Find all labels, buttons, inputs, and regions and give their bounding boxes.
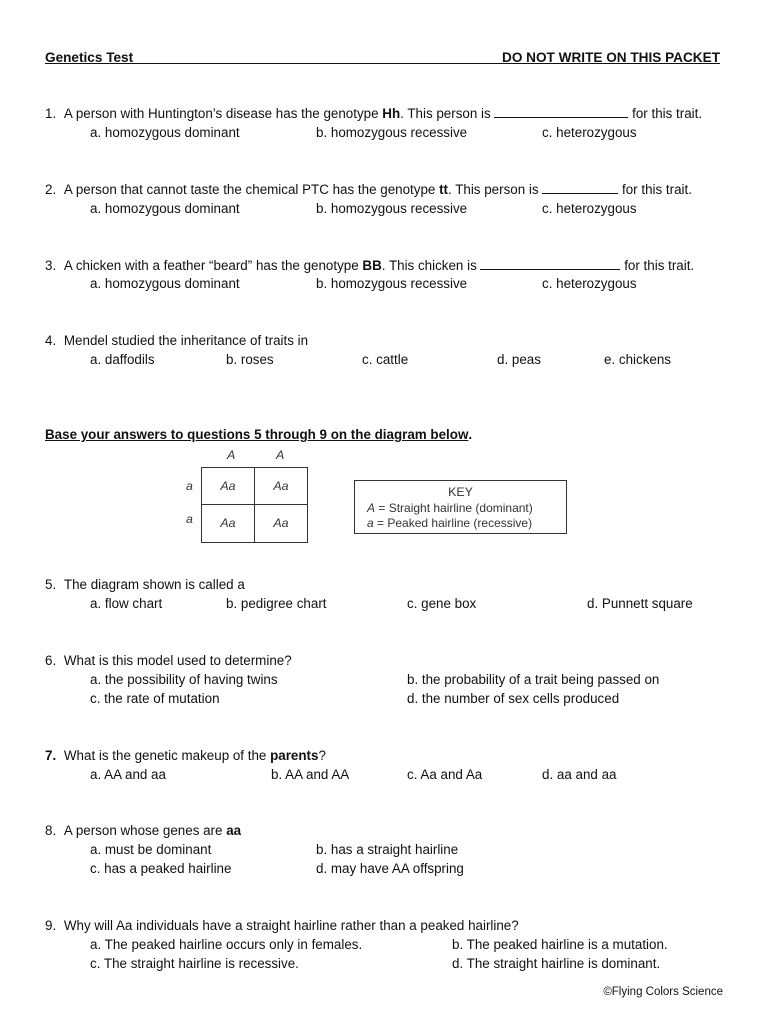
punnett-cell: Aa xyxy=(220,516,236,530)
choice-8a: a. must be dominant xyxy=(90,842,212,857)
answer-blank xyxy=(494,105,628,118)
diagram-instruction: Base your answers to questions 5 through 9 on the diagram below. xyxy=(45,427,473,442)
choice-7c: c. Aa and Aa xyxy=(407,767,483,782)
choice-4d: d. peas xyxy=(497,352,541,367)
choice-7d: d. aa and aa xyxy=(542,767,617,782)
punnett-square xyxy=(201,467,308,543)
key-line-recessive: a = Peaked hairline (recessive) xyxy=(367,516,533,530)
key-title: KEY xyxy=(448,485,473,499)
choice-6b: b. the probability of a trait being passed on xyxy=(407,672,660,687)
choice-9c: c. The straight hairline is recessive. xyxy=(90,956,299,971)
question-5: 5. The diagram shown is called a xyxy=(45,577,245,592)
choice-2c: c. heterozygous xyxy=(542,201,637,216)
choice-8d: d. may have AA offspring xyxy=(316,861,464,876)
question-4: 4. Mendel studied the inheritance of traits in xyxy=(45,333,309,348)
choice-1c: c. heterozygous xyxy=(542,125,637,140)
choice-5d: d. Punnett square xyxy=(587,596,693,611)
question-1: 1. A person with Huntington’s disease has the genotype Hh. This person is for this trait. xyxy=(45,106,703,121)
punnett-cell: Aa xyxy=(273,516,289,530)
question-3: 3. A chicken with a feather “beard” has the genotype BB. This chicken is for this trait. xyxy=(45,258,695,273)
choice-7a: a. AA and aa xyxy=(90,767,166,782)
copyright-footer: ©Flying Colors Science xyxy=(603,986,723,998)
choice-2b: b. homozygous recessive xyxy=(316,201,468,216)
packet-notice: DO NOT WRITE ON THIS PACKET xyxy=(502,50,720,65)
choice-1a: a. homozygous dominant xyxy=(90,125,240,140)
choice-4b: b. roses xyxy=(226,352,274,367)
question-9: 9. Why will Aa individuals have a straight hairline rather than a peaked hairline? xyxy=(45,918,519,933)
choice-6c: c. the rate of mutation xyxy=(90,691,220,706)
choice-4a: a. daffodils xyxy=(90,352,155,367)
punnett-side-allele-1: a xyxy=(186,479,193,493)
choice-9b: b. The peaked hairline is a mutation. xyxy=(452,937,668,952)
choice-4c: c. cattle xyxy=(362,352,409,367)
choice-1b: b. homozygous recessive xyxy=(316,125,468,140)
punnett-side-allele-2: a xyxy=(186,512,193,526)
choice-5c: c. gene box xyxy=(407,596,477,611)
choice-3a: a. homozygous dominant xyxy=(90,276,240,291)
choice-8b: b. has a straight hairline xyxy=(316,842,459,857)
punnett-cell: Aa xyxy=(273,479,289,493)
choice-9a: a. The peaked hairline occurs only in females. xyxy=(90,937,363,952)
choice-6a: a. the possibility of having twins xyxy=(90,672,278,687)
choice-5b: b. pedigree chart xyxy=(226,596,327,611)
answer-blank xyxy=(542,181,618,194)
question-8: 8. A person whose genes are aa xyxy=(45,823,242,838)
punnett-top-allele-2: A xyxy=(276,448,285,462)
choice-8c: c. has a peaked hairline xyxy=(90,861,232,876)
answer-blank xyxy=(480,257,620,270)
question-7: 7. What is the genetic makeup of the parents? xyxy=(45,748,326,763)
choice-4e: e. chickens xyxy=(604,352,671,367)
test-title: Genetics Test xyxy=(45,50,134,65)
choice-6d: d. the number of sex cells produced xyxy=(407,691,620,706)
choice-7b: b. AA and AA xyxy=(271,767,350,782)
punnett-cell: Aa xyxy=(220,479,236,493)
choice-3b: b. homozygous recessive xyxy=(316,276,468,291)
question-6: 6. What is this model used to determine? xyxy=(45,653,292,668)
choice-5a: a. flow chart xyxy=(90,596,163,611)
choice-3c: c. heterozygous xyxy=(542,276,637,291)
punnett-top-allele-1: A xyxy=(227,448,236,462)
key-line-dominant: A = Straight hairline (dominant) xyxy=(367,501,533,515)
choice-2a: a. homozygous dominant xyxy=(90,201,240,216)
header-rule xyxy=(45,63,720,64)
question-2: 2. A person that cannot taste the chemical PTC has the genotype tt. This person is for this trait. xyxy=(45,182,692,197)
choice-9d: d. The straight hairline is dominant. xyxy=(452,956,661,971)
key-box xyxy=(354,480,567,534)
